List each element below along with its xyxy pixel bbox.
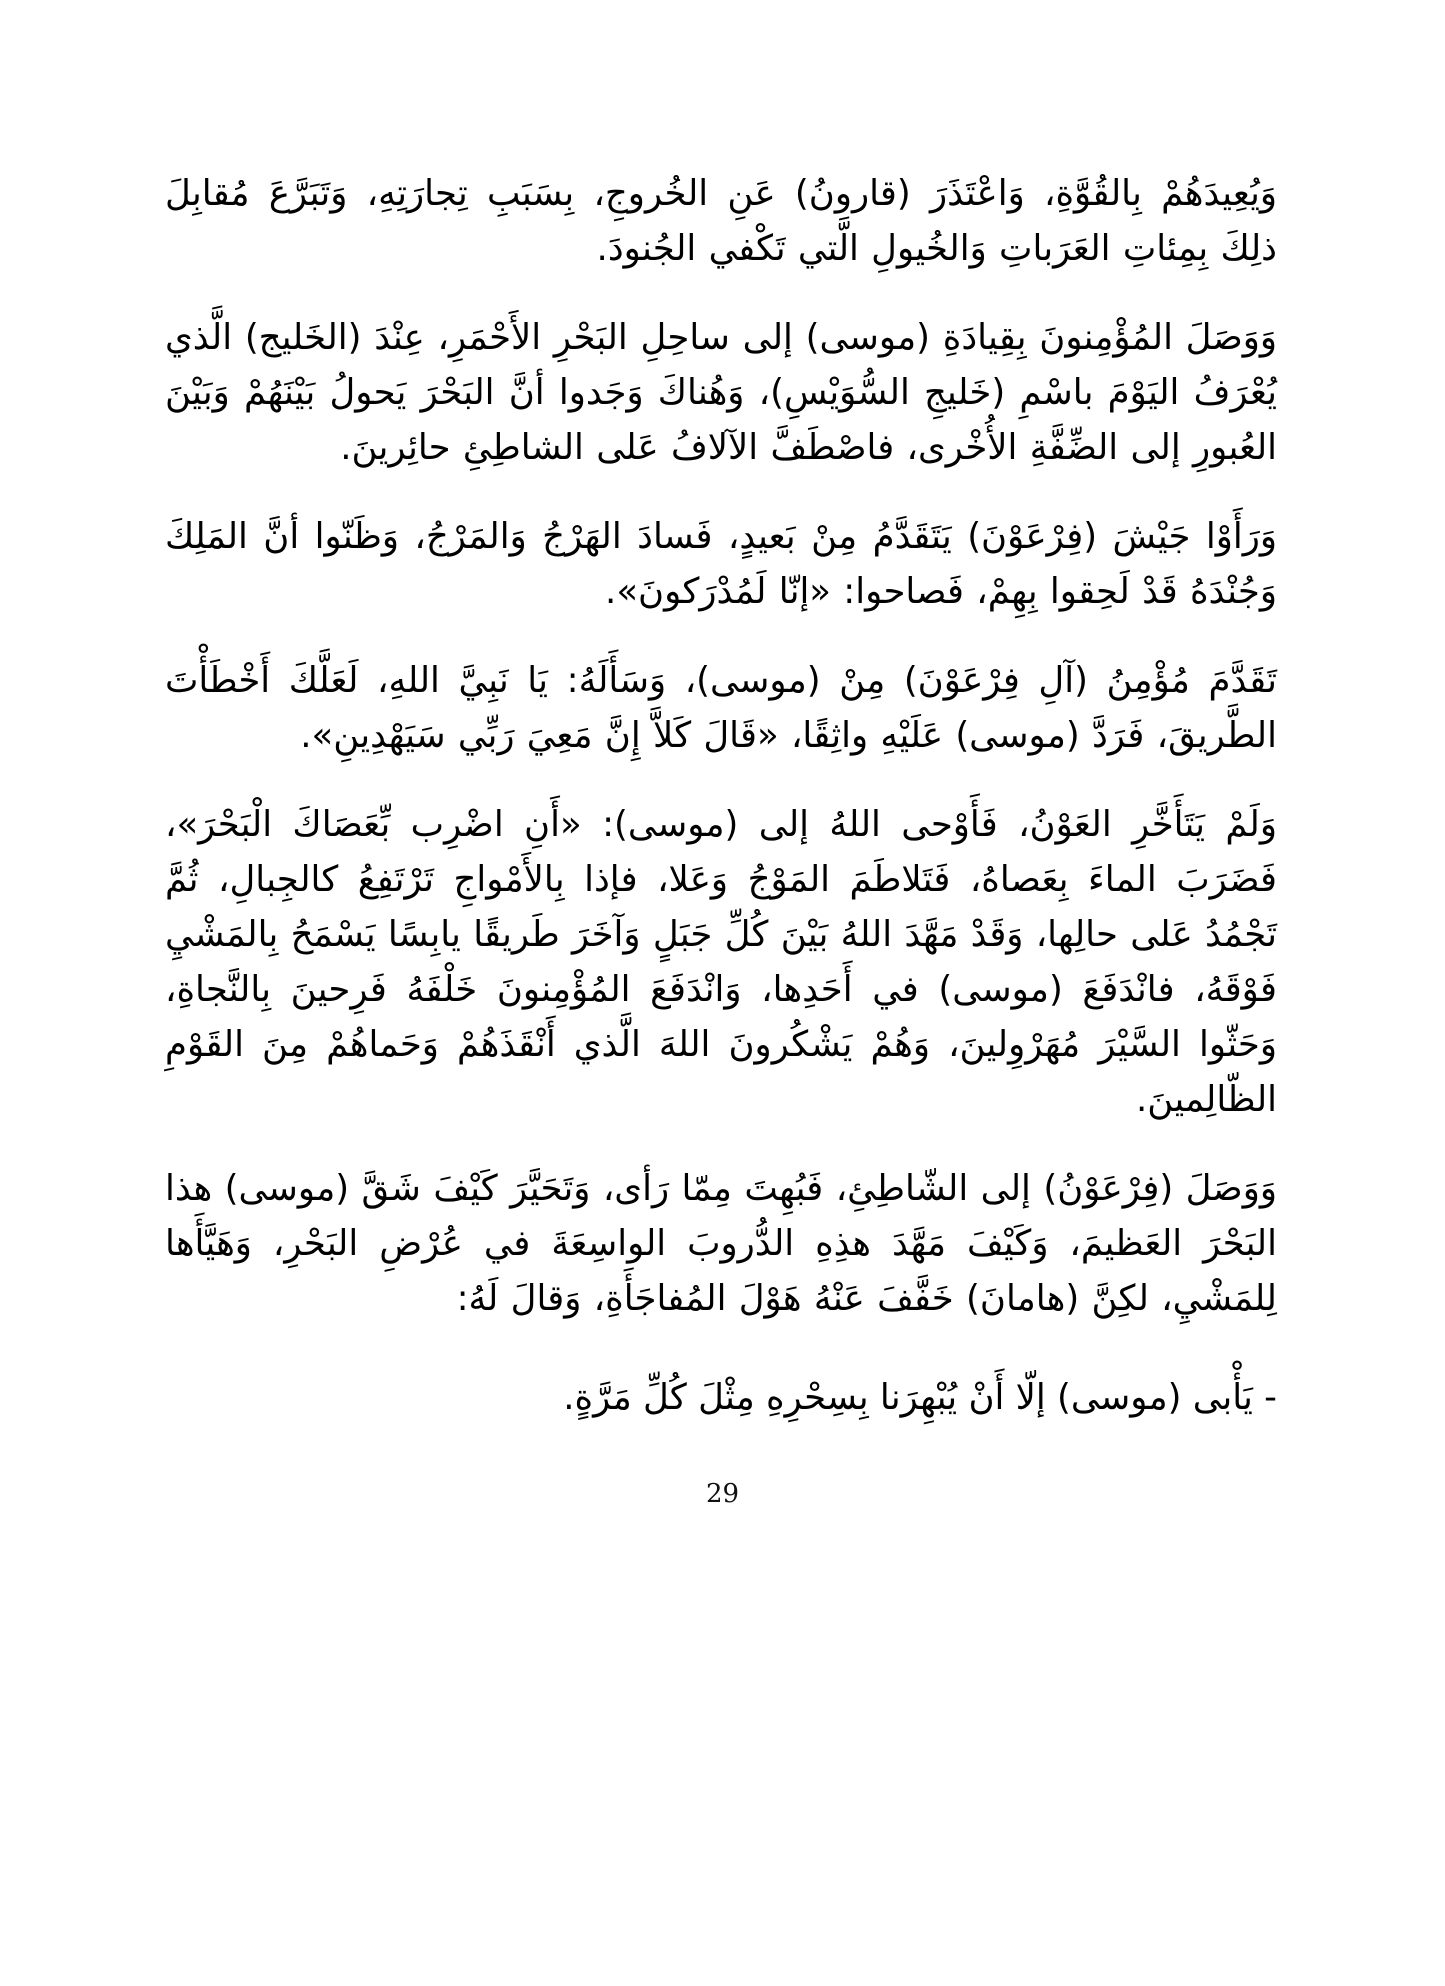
page-text-column bbox=[165, 166, 1277, 1425]
paragraph-1: وَيُعِيدَهُمْ بِالقُوَّةِ، وَاعْتَذَرَ (قارونُ) عَنِ الخُروجِ، بِسَبَبِ تِجارَتِهِ، وَتَبَرَّعَ مُقابِلَ ذلِكَ بِمِئاتِ العَرَباتِ وَالخُيولِ الَّتي تَكْفي الجُنودَ. bbox=[165, 173, 1277, 269]
dialogue-line: - يَأْبى (موسى) إلّا أَنْ يُبْهِرَنا بِسِحْرِهِ مِثْلَ كُلِّ مَرَّةٍ. bbox=[563, 1377, 1277, 1418]
paragraph-5: وَلَمْ يَتَأَخَّرِ العَوْنُ، فَأَوْحى اللهُ إلى (موسى): «أَنِ اضْرِب بِّعَصَاكَ الْبَحْرَ»، فَضَرَبَ الماءَ بِعَصاهُ، فَتَلاطَمَ المَوْجُ وَعَلا، فإذا بِالأَمْواجِ تَرْتَفِعُ كالجِبالِ، ثُمَّ تَجْمُدُ عَلى حالِها، وَقَدْ مَهَّدَ اللهُ بَيْنَ كُلِّ جَبَلٍ وَآخَرَ طَريقًا يابِسًا يَسْمَحُ بِالمَشْيِ فَوْقَهُ، فانْدَفَعَ (موسى) في أَحَدِها، وَانْدَفَعَ المُؤْمِنونَ خَلْفَهُ فَرِحينَ بِالنَّجاةِ، وَحَثّوا السَّيْرَ مُهَرْوِلينَ، وَهُمْ يَشْكُرونَ اللهَ الَّذي أَنْقَذَهُمْ وَحَماهُمْ مِنَ القَوْمِ الظّالِمينَ. bbox=[165, 804, 1277, 1120]
paragraph-4: تَقَدَّمَ مُؤْمِنُ (آلِ فِرْعَوْنَ) مِنْ (موسى)، وَسَأَلَهُ: يَا نَبِيَّ اللهِ، لَعَلَّكَ أَخْطَأْتَ الطَّريقَ، فَرَدَّ (موسى) عَلَيْهِ واثِقًا، «قَالَ كَلاَّ إِنَّ مَعِيَ رَبِّي سَيَهْدِينِ». bbox=[165, 660, 1277, 756]
page-number: 29 bbox=[705, 1479, 740, 1509]
paragraph-2: وَوَصَلَ المُؤْمِنونَ بِقِيادَةِ (موسى) إلى ساحِلِ البَحْرِ الأَحْمَرِ، عِنْدَ (الخَليج) الَّذي يُعْرَفُ اليَوْمَ باسْمِ (خَليجِ السُّوَيْسِ)، وَهُناكَ وَجَدوا أنَّ البَحْرَ يَحولُ بَيْنَهُمْ وَبَيْنَ العُبورِ إلى الضِّفَّةِ الأُخْرى، فاصْطَفَّ الآلافُ عَلى الشاطِئِ حائِرينَ. bbox=[165, 317, 1277, 468]
paragraph-3: وَرَأَوْا جَيْشَ (فِرْعَوْنَ) يَتَقَدَّمُ مِنْ بَعيدٍ، فَسادَ الهَرْجُ وَالمَرْجُ، وَظَنّوا أنَّ المَلِكَ وَجُنْدَهُ قَدْ لَحِقوا بِهِمْ، فَصاحوا: «إنّا لَمُدْرَكونَ». bbox=[165, 516, 1277, 612]
paragraph-6: وَوَصَلَ (فِرْعَوْنُ) إلى الشّاطِئِ، فَبُهِتَ مِمّا رَأى، وَتَحَيَّرَ كَيْفَ شَقَّ (موسى) هذا البَحْرَ العَظيمَ، وَكَيْفَ مَهَّدَ هذِهِ الدُّروبَ الواسِعَةَ في عُرْضِ البَحْرِ، وَهَيَّأَها لِلمَشْيِ، لكِنَّ (هامانَ) خَفَّفَ عَنْهُ هَوْلَ المُفاجَأَةِ، وَقالَ لَهُ: bbox=[165, 1168, 1277, 1319]
